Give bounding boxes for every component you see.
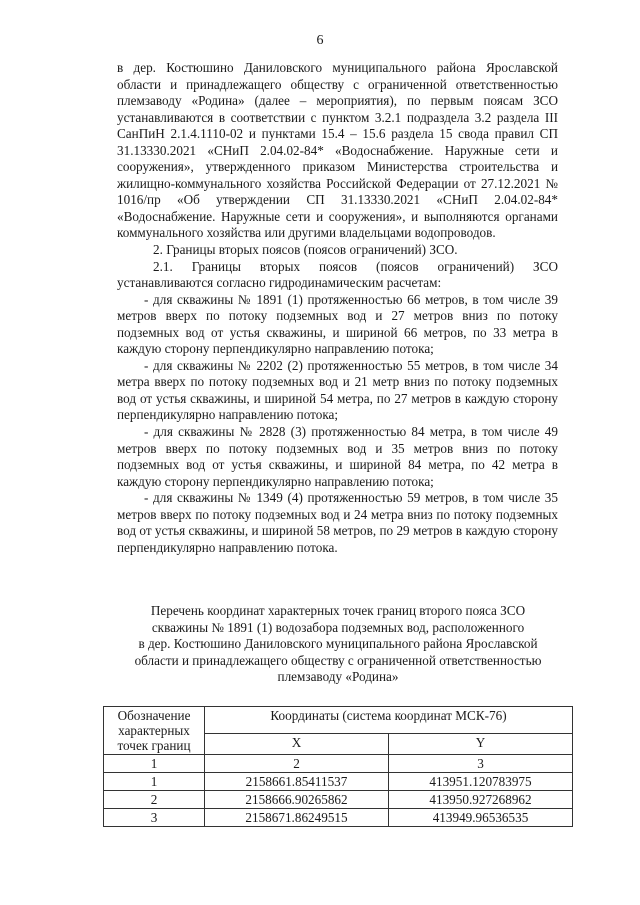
coordinate-y: 413949.96536535 xyxy=(389,809,573,827)
paragraph-well-1891: - для скважины № 1891 (1) протяженностью 66 метров, в том числе 39 метров вверх по потоку подземных вод и 27 метров вниз по потоку подземных вод от устья скважины, и шириной 66 метров, по 33 метра в каждую сторону перпендикулярно направлению потока; xyxy=(117,291,558,357)
point-number: 2 xyxy=(104,791,205,809)
point-number: 3 xyxy=(104,809,205,827)
point-number: 1 xyxy=(104,773,205,791)
coordinate-y: 413951.120783975 xyxy=(389,773,573,791)
caption-line: области и принадлежащего обществу с ограниченной ответственностью xyxy=(134,652,542,668)
caption-line: скважины № 1891 (1) водозабора подземных вод, расположенного xyxy=(151,619,525,635)
table-header-row xyxy=(104,707,573,734)
caption-line: в дер. Костюшино Даниловского муниципального района Ярославской xyxy=(138,636,538,652)
table-row xyxy=(104,773,573,791)
coordinate-y: 413950.927268962 xyxy=(389,791,573,809)
column-number: 3 xyxy=(389,755,573,773)
paragraph-well-2828: - для скважины № 2828 (3) протяженностью 84 метра, в том числе 49 метров вверх по потоку подземных вод и 35 метров вниз по потоку подземных вод от устья скважины, и шириной 84 метра, по 42 метра в каждую сторону перпендикулярно направлению потока; xyxy=(117,424,558,489)
table-caption xyxy=(100,603,576,686)
column-number: 2 xyxy=(205,755,389,773)
coordinate-x: 2158666.90265862 xyxy=(205,791,389,809)
paragraph-well-1349: - для скважины № 1349 (4) протяженностью 59 метров, в том числе 35 метров вверх по потоку подземных вод и 24 метра вниз по потоку подземных вод от устья скважины, и шириной 58 метров, по 29 метров в каждую сторону перпендикулярно направлению потока. xyxy=(117,490,558,555)
coordinates-table xyxy=(103,706,573,827)
header-y: Y xyxy=(389,734,573,755)
body-text xyxy=(117,60,558,556)
header-coordinates: Координаты (система координат МСК-76) xyxy=(205,707,573,734)
caption-line: Перечень координат характерных точек границ второго пояса ЗСО xyxy=(150,603,526,618)
header-point-designation: Обозначение характерных точек границ xyxy=(104,707,205,755)
column-number: 1 xyxy=(104,755,205,773)
table-row xyxy=(104,809,573,827)
table-column-number-row xyxy=(104,755,573,773)
paragraph-intro: в дер. Костюшино Даниловского муниципального района Ярославской области и принадлежащего обществу с ограниченной ответственностью племзаводу «Родина» (далее – мероприятия), по первым поясам ЗСО устанавливаются в соответствии с пунктом 3.2.1 подраздела 3.2 раздела III СанПиН 2.1.4.1110-02 и пунктами 15.4 – 15.6 раздела 15 свода правил СП 31.13330.2021 «СНиП 2.04.02-84* «Водоснабжение. Наружные сети и сооружения», утвержденного приказом Министерства строительства и жилищно-коммунального хозяйства Российской Федерации от 27.12.2021 № 1016/пр «Об утверждении СП 31.13330.2021 «СНиП 2.04.02-84* «Водоснабжение. Наружные сети и сооружения», и выполняются органами коммунального хозяйства или другими владельцами водопроводов. xyxy=(117,60,558,241)
paragraph-well-2202: - для скважины № 2202 (2) протяженностью 55 метров, в том числе 34 метра вверх по потоку подземных вод и 21 метр вниз по потоку подземных вод от устья скважины, и шириной 54 метра, по 27 метров в каждую сторону перпендикулярно направлению потока; xyxy=(117,357,558,423)
coordinate-x: 2158661.85411537 xyxy=(205,773,389,791)
coordinate-x: 2158671.86249515 xyxy=(205,809,389,827)
paragraph-section-2: 2. Границы вторых поясов (поясов ограничений) ЗСО. xyxy=(153,242,458,258)
page-number: 6 xyxy=(316,33,324,48)
table-row xyxy=(104,791,573,809)
header-x: X xyxy=(205,734,389,755)
caption-line: племзаводу «Родина» xyxy=(277,669,399,685)
paragraph-section-2-1: 2.1. Границы вторых поясов (поясов ограничений) ЗСО устанавливаются согласно гидродинамическим расчетам: xyxy=(117,258,558,291)
